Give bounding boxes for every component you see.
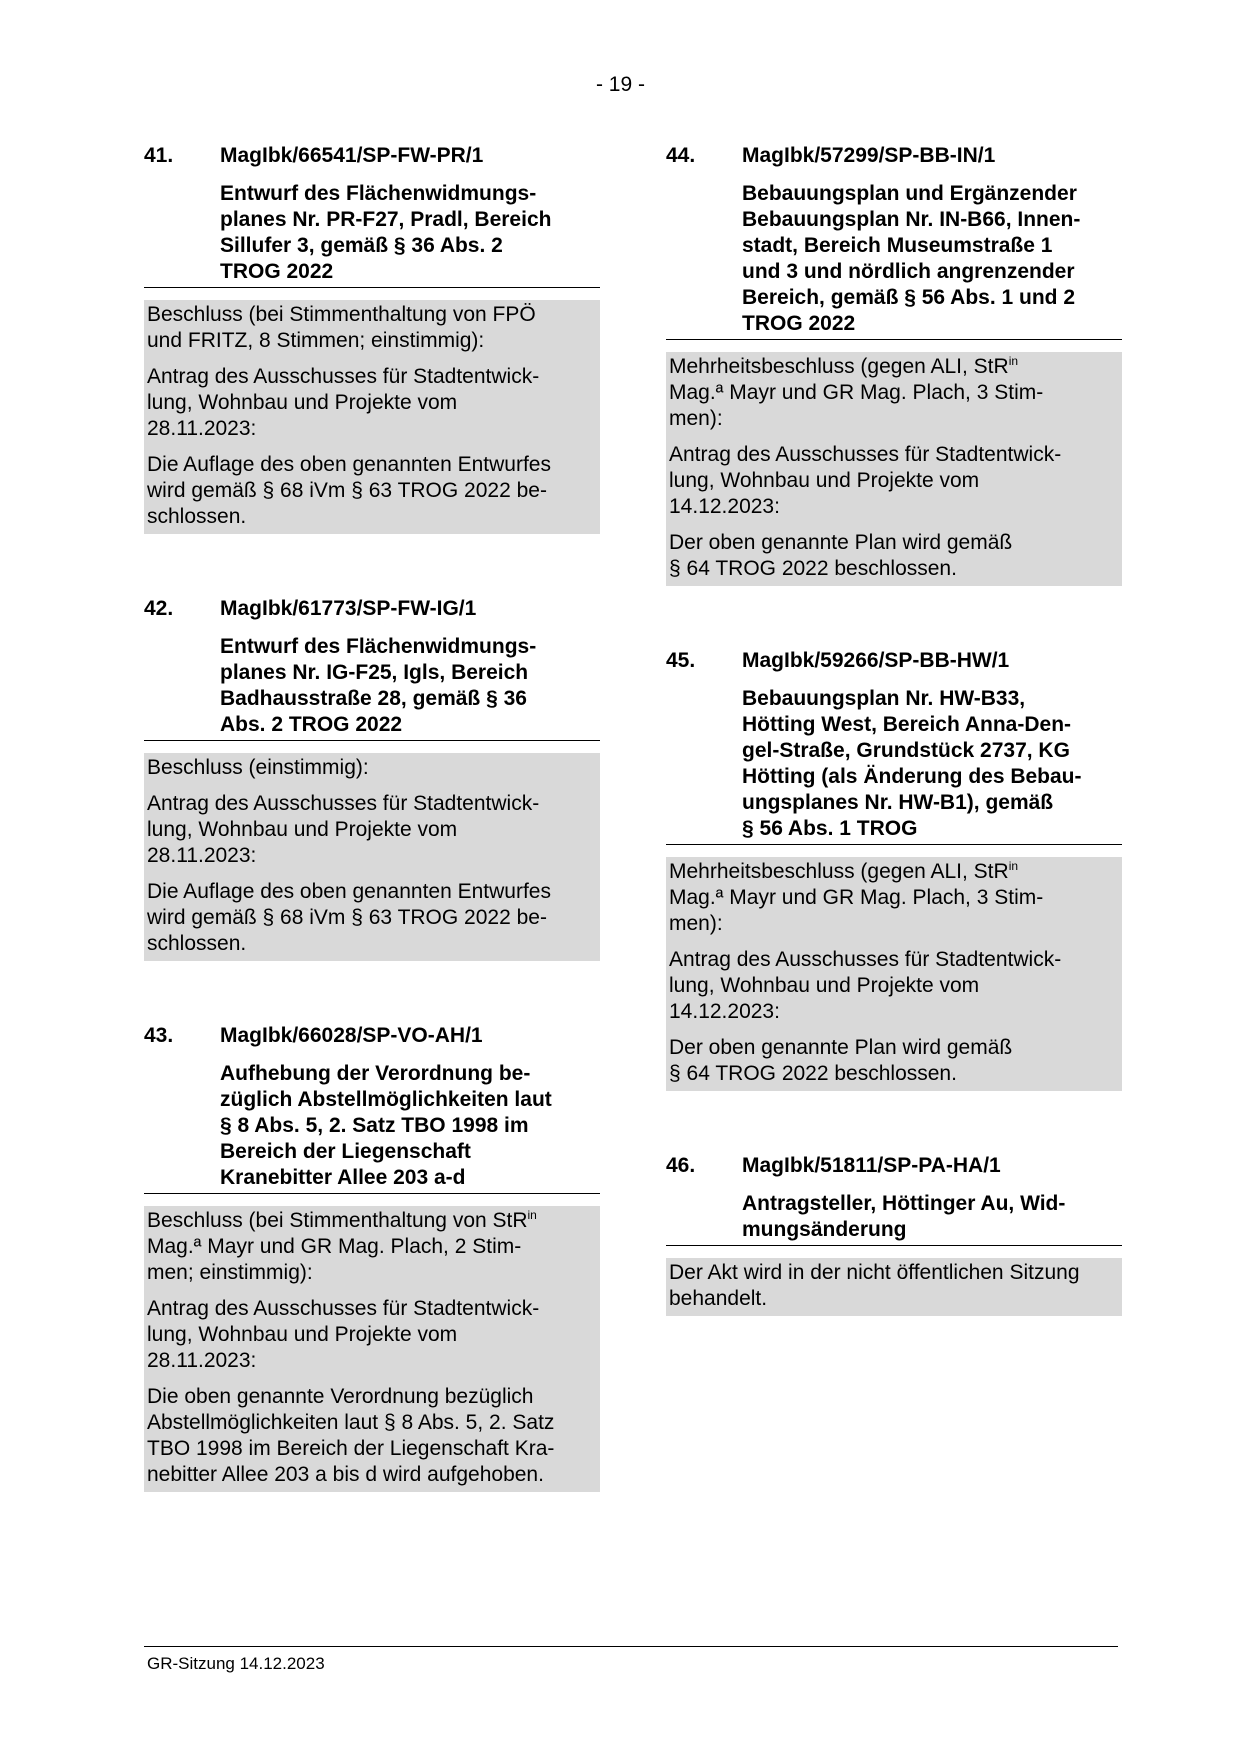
decision-text-part: Mehrheitsbeschluss (gegen ALI, StR	[669, 860, 1009, 883]
item-reference: MagIbk/57299/SP-BB-IN/1	[742, 144, 996, 167]
right-column	[666, 143, 1122, 1378]
agenda-item-41	[144, 143, 600, 534]
decision-box	[666, 352, 1122, 586]
decision-box	[144, 753, 600, 961]
decision-box	[144, 1206, 600, 1492]
item-number: 42.	[144, 597, 174, 620]
item-title: Antragsteller, Höttinger Au, Wid- mungsänderung	[742, 1192, 1066, 1241]
footer-divider	[144, 1646, 1118, 1647]
agenda-item-45	[666, 648, 1122, 1091]
item-title: Entwurf des Flächenwidmungs- planes Nr. IG-F25, Igls, Bereich Badhausstraße 28, gemäß § 36 Abs. 2 TROG 2022	[220, 635, 537, 736]
item-number: 46.	[666, 1154, 696, 1177]
decision-text-part: Beschluss (bei Stimmenthaltung von StR	[147, 1209, 528, 1232]
item-reference: MagIbk/59266/SP-BB-HW/1	[742, 649, 1010, 672]
left-column	[144, 143, 600, 1554]
page-number: - 19 -	[595, 73, 645, 96]
motion-text: Antrag des Ausschusses für Stadtentwick- lung, Wohnbau und Projekte vom 14.12.2023:	[669, 443, 1062, 518]
item-reference: MagIbk/61773/SP-FW-IG/1	[220, 597, 477, 620]
item-reference: MagIbk/51811/SP-PA-HA/1	[742, 1154, 1001, 1177]
result-text: Die Auflage des oben genannten Entwurfes wird gemäß § 68 iVm § 63 TROG 2022 be- schlossen.	[147, 453, 551, 528]
decision-text-part: Mag.ª Mayr und GR Mag. Plach, 2 Stim- men; einstimmig):	[147, 1235, 522, 1284]
footer-text: GR-Sitzung 14.12.2023	[147, 1654, 325, 1673]
decision-superscript: in	[1008, 859, 1019, 873]
decision-box	[666, 1258, 1122, 1316]
item-title: Aufhebung der Verordnung be- züglich Abstellmöglichkeiten laut § 8 Abs. 5, 2. Satz TBO 1998 im Bereich der Liegenschaft Kranebitter Allee 203 a-d	[220, 1062, 552, 1189]
item-divider	[666, 844, 1122, 845]
decision-text: Beschluss (bei Stimmenthaltung von FPÖ und FRITZ, 8 Stimmen; einstimmig):	[147, 303, 536, 352]
item-number: 44.	[666, 144, 696, 167]
item-number: 43.	[144, 1024, 174, 1047]
item-header	[666, 143, 1122, 169]
item-divider	[144, 287, 600, 288]
item-divider	[144, 740, 600, 741]
motion-text: Antrag des Ausschusses für Stadtentwick- lung, Wohnbau und Projekte vom 28.11.2023:	[147, 1297, 540, 1372]
decision-text-part: Mag.ª Mayr und GR Mag. Plach, 3 Stim- men):	[669, 886, 1044, 935]
result-text: Der oben genannte Plan wird gemäß § 64 TROG 2022 beschlossen.	[669, 1036, 1013, 1085]
item-header	[666, 1153, 1122, 1179]
item-divider	[666, 1245, 1122, 1246]
item-header	[144, 1023, 600, 1049]
result-text: Der oben genannte Plan wird gemäß § 64 TROG 2022 beschlossen.	[669, 531, 1013, 580]
decision-text-part: Mag.ª Mayr und GR Mag. Plach, 3 Stim- men):	[669, 381, 1044, 430]
motion-text: Antrag des Ausschusses für Stadtentwick- lung, Wohnbau und Projekte vom 14.12.2023:	[669, 948, 1062, 1023]
decision-superscript: in	[527, 1208, 537, 1222]
motion-text: Antrag des Ausschusses für Stadtentwick- lung, Wohnbau und Projekte vom 28.11.2023:	[147, 792, 540, 867]
agenda-item-43	[144, 1023, 600, 1492]
decision-superscript: in	[1008, 354, 1019, 368]
agenda-item-44	[666, 143, 1122, 586]
decision-text	[669, 354, 1118, 432]
decision-text: Der Akt wird in der nicht öffentlichen Sitzung behandelt.	[669, 1261, 1080, 1310]
result-text: Die Auflage des oben genannten Entwurfes wird gemäß § 68 iVm § 63 TROG 2022 be- schlossen.	[147, 880, 551, 955]
decision-text	[669, 859, 1118, 937]
item-reference: MagIbk/66028/SP-VO-AH/1	[220, 1024, 483, 1047]
item-number: 41.	[144, 144, 174, 167]
item-reference: MagIbk/66541/SP-FW-PR/1	[220, 144, 484, 167]
item-header	[144, 143, 600, 169]
decision-text	[147, 1208, 596, 1286]
decision-text-part: Mehrheitsbeschluss (gegen ALI, StR	[669, 355, 1009, 378]
item-number: 45.	[666, 649, 696, 672]
item-divider	[666, 339, 1122, 340]
decision-box	[144, 300, 600, 534]
decision-box	[666, 857, 1122, 1091]
item-title: Entwurf des Flächenwidmungs- planes Nr. PR-F27, Pradl, Bereich Sillufer 3, gemäß § 36 Abs. 2 TROG 2022	[220, 182, 552, 283]
result-text: Die oben genannte Verordnung bezüglich Abstellmöglichkeiten laut § 8 Abs. 5, 2. Satz TBO 1998 im Bereich der Liegenschaft Kra- nebitter Allee 203 a bis d wird aufgehoben.	[147, 1385, 555, 1486]
item-divider	[144, 1193, 600, 1194]
item-header	[666, 648, 1122, 674]
item-title: Bebauungsplan Nr. HW-B33, Hötting West, Bereich Anna-Den- gel-Straße, Grundstück 2737, KG Hötting (als Änderung des Bebau- ungsplanes Nr. HW-B1), gemäß § 56 Abs. 1 TROG	[742, 687, 1082, 840]
item-title: Bebauungsplan und Ergänzender Bebauungsplan Nr. IN-B66, Innen- stadt, Bereich Museumstraße 1 und 3 und nördlich angrenzender Bereich, gemäß § 56 Abs. 1 und 2 TROG 2022	[742, 182, 1081, 335]
item-header	[144, 596, 600, 622]
agenda-item-42	[144, 596, 600, 961]
motion-text: Antrag des Ausschusses für Stadtentwick- lung, Wohnbau und Projekte vom 28.11.2023:	[147, 365, 540, 440]
agenda-item-46	[666, 1153, 1122, 1316]
decision-text: Beschluss (einstimmig):	[147, 756, 369, 779]
